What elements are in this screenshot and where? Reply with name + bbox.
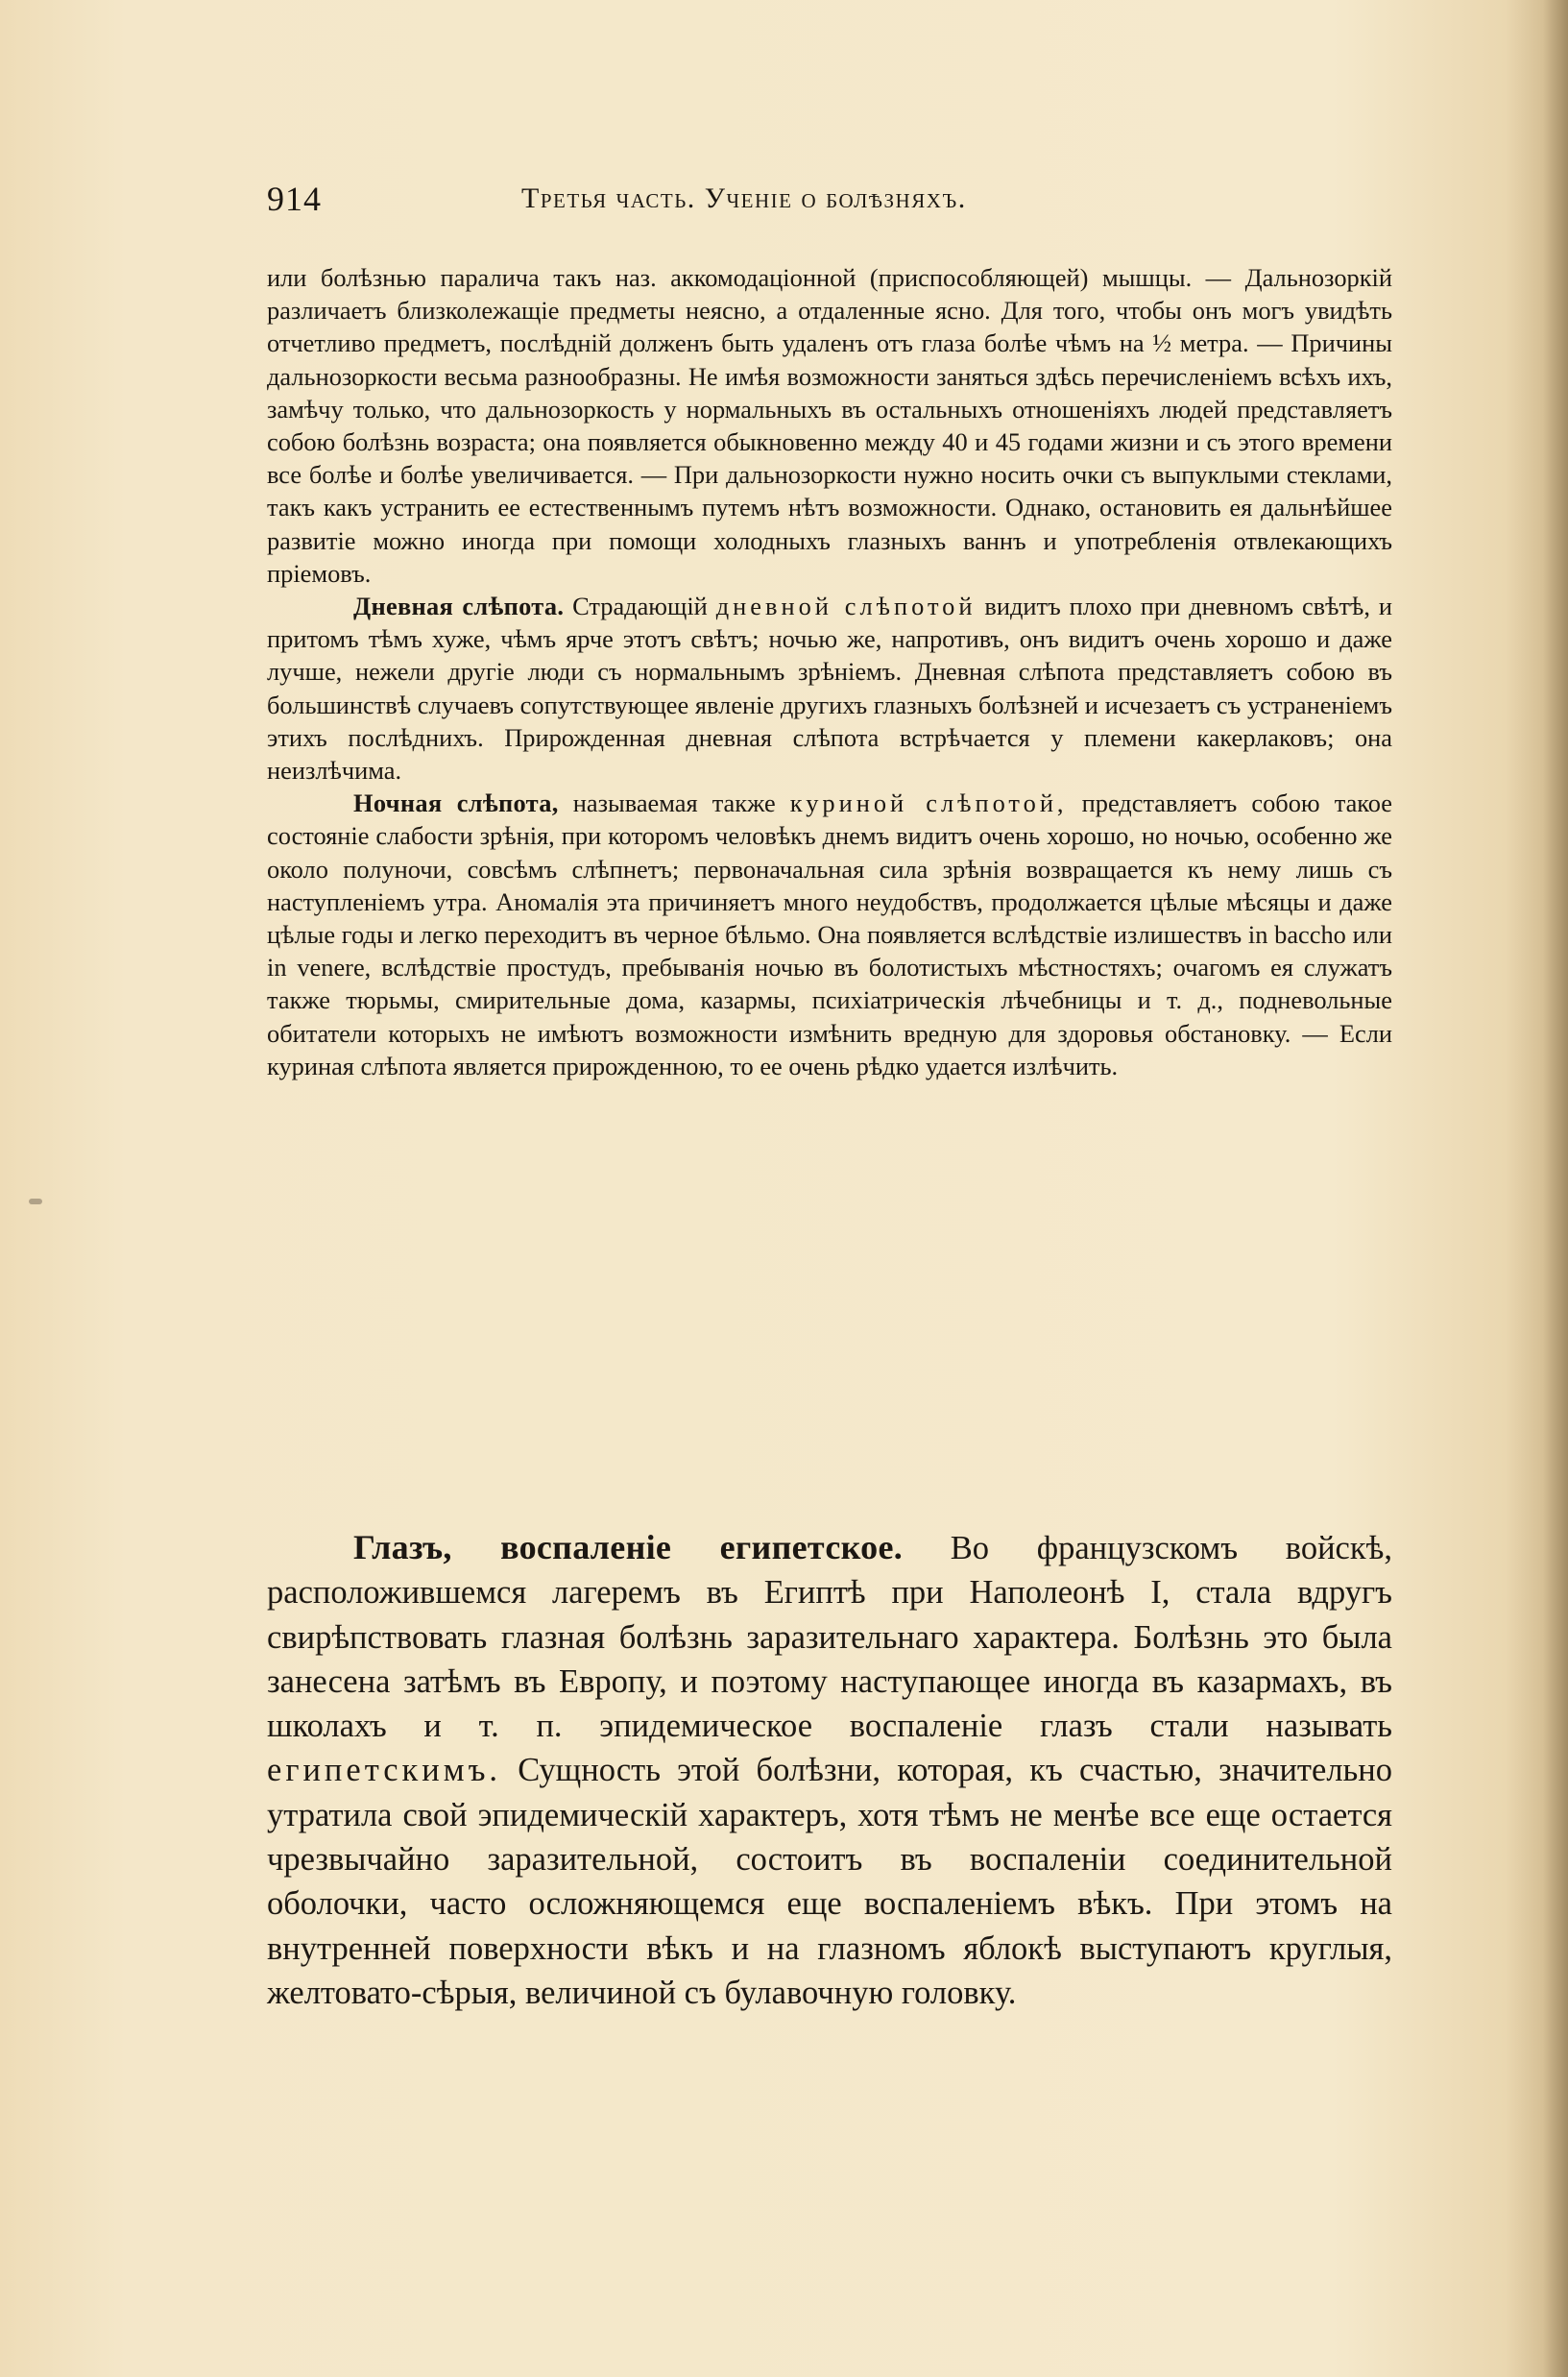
paragraph-farsightedness xyxy=(267,261,1392,590)
paragraph-lead: называемая также xyxy=(572,788,776,818)
page-header xyxy=(267,179,1400,227)
main-text-large xyxy=(267,1525,1392,2015)
paragraph-text: или болѣзнью паралича такъ наз. аккомодаціонной (приспособляющей) мышцы. — Дальнозоркій различаетъ близколежащіе предметы неясно, а отдаленные ясно. Для того, чтобы онъ могъ увидѣть отчетливо предметъ, послѣдній долженъ быть удаленъ отъ глаза болѣе чѣмъ на ½ метра. — Причины дальнозоркости весьма разнообразны. Не имѣя возможности заняться здѣсь перечисленіемъ всѣхъ ихъ, замѣчу только, что дальнозоркость у нормальныхъ въ остальныхъ отношеніяхъ людей представляетъ собою болѣзнь возраста; она появляется обыкновенно между 40 и 45 годами жизни и съ этого времени все болѣе и болѣе увеличивается. — При дальнозоркости нужно носить очки съ выпуклыми стеклами, такъ какъ устранить ее естественнымъ путемъ нѣтъ возможности. Однако, остановить ея дальнѣйшее развитіе можно иногда при помощи холодныхъ глазныхъ ваннъ и употребленія отвлекающихъ пріемовъ. xyxy=(267,263,1392,588)
emphasized-term: дневной слѣпотой xyxy=(715,592,977,621)
paragraph-day-blindness xyxy=(267,590,1392,787)
running-title: Третья часть. Ученіе о болѣзняхъ. xyxy=(521,182,967,214)
paragraph-text: представляетъ собою такое состояніе слабости зрѣнія, при которомъ человѣкъ днемъ видитъ очень хорошо, но ночью, особенно же около полуночи, совсѣмъ слѣпнетъ; первоначальная сила зрѣнія возвращается къ нему лишь съ наступленіемъ утра. Аномалія эта причиняетъ много неудобствъ, продолжается цѣлые мѣсяцы и даже цѣлые годы и легко переходитъ въ черное бѣльмо. Она появляется вслѣдствіе излишествъ in baccho или in venere, вслѣдствіе простудъ, пребыванія ночью въ болотистыхъ мѣстностяхъ; очагомъ ея служатъ также тюрьмы, смирительные дома, казармы, психіатрическія лѣчебницы и т. д., подневольные обитатели которыхъ не имѣютъ возможности измѣнить вредную для здоровья обстановку. — Если куриная слѣпота является прирожденною, то ее очень рѣдко удается излѣчить. xyxy=(267,788,1392,1080)
section-heading: Ночная слѣпота, xyxy=(353,788,559,818)
page-number: 914 xyxy=(267,180,322,218)
page-edge-shadow xyxy=(1543,0,1568,2377)
paragraph-text: видитъ плохо при дневномъ свѣтѣ, и притомъ тѣмъ хуже, чѣмъ ярче этотъ свѣтъ; ночью же, напротивъ, онъ видитъ очень хорошо и даже лучше, нежели другіе люди съ нормальнымъ зрѣніемъ. Дневная слѣпота представляетъ собою въ большинствѣ случаевъ сопутствующее явленіе другихъ глазныхъ болѣзней и исчезаетъ съ устраненіемъ этихъ послѣднихъ. Прирожденная дневная слѣпота встрѣчается у племени какерлаковъ; она неизлѣчима. xyxy=(267,592,1392,786)
paragraph-night-blindness xyxy=(267,787,1392,1082)
paragraph-text: Во французскомъ войскѣ, расположившемся лагеремъ въ Египтѣ при Наполеонѣ I, стала вдругъ свирѣпствовать глазная болѣзнь заразительнаго характера. Болѣзнь это была занесена затѣмъ въ Европу, и поэтому наступающее иногда въ казармахъ, въ школахъ и т. п. эпидемическое воспаленіе глазъ стали называть xyxy=(267,1530,1392,1745)
main-text-small xyxy=(267,261,1392,1082)
paragraph-lead: Страдающій xyxy=(572,592,708,621)
section-heading: Глазъ, воспаленіе египетское. xyxy=(353,1528,904,1566)
section-heading: Дневная слѣпота. xyxy=(353,592,565,621)
emphasized-term: куриной слѣпотой, xyxy=(789,788,1068,818)
ink-smudge xyxy=(29,1199,42,1204)
paragraph-text-continued: Сущность этой болѣзни, которая, къ счастью, значительно утратила свой эпидемическій характеръ, хотя тѣмъ не менѣе все еще остается чрезвычайно заразительной, состоитъ въ воспаленіи соединительной оболочки, часто осложняющемся еще воспаленіемъ вѣкъ. При этомъ на внутренней поверхности вѣкъ и на глазномъ яблокѣ выступаютъ круглыя, желтовато-сѣрыя, величиной съ булавочную головку. xyxy=(267,1752,1392,2011)
paragraph-egyptian-ophthalmia xyxy=(267,1525,1392,2015)
emphasized-term: египетскимъ. xyxy=(267,1752,502,1789)
